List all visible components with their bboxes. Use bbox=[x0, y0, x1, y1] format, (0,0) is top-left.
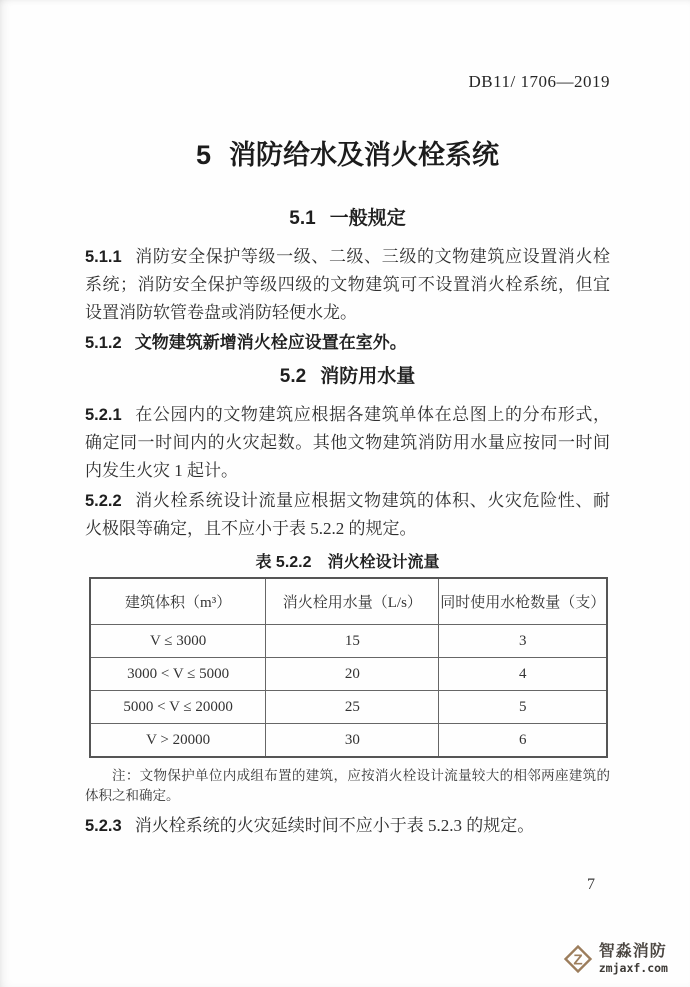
table-row bbox=[90, 658, 607, 691]
section-number: 5.2 bbox=[279, 366, 307, 387]
table-cell: 5 bbox=[439, 691, 607, 724]
table-cell: 3000 < V ≤ 5000 bbox=[90, 658, 266, 691]
table-cell: V > 20000 bbox=[90, 724, 266, 758]
section-heading-5-2 bbox=[85, 365, 610, 389]
standard-code-header: DB11/ 1706—2019 bbox=[468, 72, 610, 91]
table-header-cell: 建筑体积（m³） bbox=[90, 578, 266, 625]
chapter-title-text: 消防给水及消火栓系统 bbox=[229, 140, 500, 170]
table-cell: 30 bbox=[266, 724, 439, 758]
logo-text-block bbox=[599, 944, 668, 975]
table-cell: V ≤ 3000 bbox=[90, 625, 266, 658]
clause-number: 5.2.2 bbox=[85, 492, 122, 510]
table-header-row bbox=[90, 578, 607, 625]
table-cell: 15 bbox=[266, 625, 439, 658]
clause-number: 5.1.2 bbox=[85, 334, 122, 352]
logo-company-name: 智淼消防 bbox=[598, 942, 667, 960]
table-caption: 表 5.2.2 消火栓设计流量 bbox=[255, 554, 440, 571]
watermark-logo bbox=[562, 943, 668, 975]
table-row bbox=[90, 691, 607, 724]
clause-5-2-3 bbox=[85, 812, 610, 840]
page-number: 7 bbox=[587, 876, 595, 893]
section-title-text: 消防用水量 bbox=[320, 366, 416, 387]
hydrant-design-flow-table bbox=[89, 577, 608, 758]
clause-text: 文物建筑新增消火栓应设置在室外。 bbox=[134, 333, 407, 352]
clause-text: 在公园内的文物建筑应根据各建筑单体在总图上的分布形式，确定同一时间内的火灾起数。其他文物建筑消防用水量应按同一时间内发生火灾 1 起计。 bbox=[85, 405, 610, 480]
section-title-text: 一般规定 bbox=[329, 208, 406, 229]
clause-number: 5.2.1 bbox=[85, 406, 122, 424]
section-heading-5-1 bbox=[85, 207, 610, 231]
table-note: 注：文物保护单位内成组布置的建筑，应按消火栓设计流量较大的相邻两座建筑的体积之和确定。 bbox=[85, 768, 610, 803]
clause-text: 消火栓系统的火灾延续时间不应小于表 5.2.3 的规定。 bbox=[134, 816, 535, 835]
clause-5-2-2 bbox=[85, 487, 610, 543]
clause-5-1-2 bbox=[85, 329, 610, 357]
table-row bbox=[90, 724, 607, 758]
clause-text: 消火栓系统设计流量应根据文物建筑的体积、火灾危险性、耐火极限等确定，且不应小于表 5.2.2 的规定。 bbox=[85, 491, 610, 538]
clause-5-1-1 bbox=[85, 243, 610, 327]
table-cell: 25 bbox=[266, 691, 439, 724]
table-cell: 5000 < V ≤ 20000 bbox=[90, 691, 266, 724]
table-header-cell: 消火栓用水量（L/s） bbox=[266, 578, 439, 625]
section-number: 5.1 bbox=[289, 208, 316, 229]
chapter-number: 5 bbox=[195, 140, 212, 170]
clause-5-2-1 bbox=[85, 401, 610, 485]
logo-domain: zmjaxf.com bbox=[598, 960, 668, 975]
clause-number: 5.1.1 bbox=[85, 248, 122, 266]
table-header-cell: 同时使用水枪数量（支） bbox=[439, 578, 607, 625]
table-cell: 20 bbox=[266, 658, 439, 691]
diamond-z-logo-icon bbox=[562, 943, 594, 975]
table-cell: 6 bbox=[439, 724, 607, 758]
table-body bbox=[90, 625, 607, 758]
chapter-title bbox=[85, 138, 610, 172]
table-cell: 4 bbox=[439, 658, 607, 691]
table-cell: 3 bbox=[439, 625, 607, 658]
clause-number: 5.2.3 bbox=[85, 817, 122, 835]
table-row bbox=[90, 625, 607, 658]
logo-z-glyph: Z bbox=[573, 951, 583, 969]
clause-text: 消防安全保护等级一级、二级、三级的文物建筑应设置消火栓系统；消防安全保护等级四级的文物建筑可不设置消火栓系统，但宜设置消防软管卷盘或消防轻便水龙。 bbox=[85, 247, 610, 322]
